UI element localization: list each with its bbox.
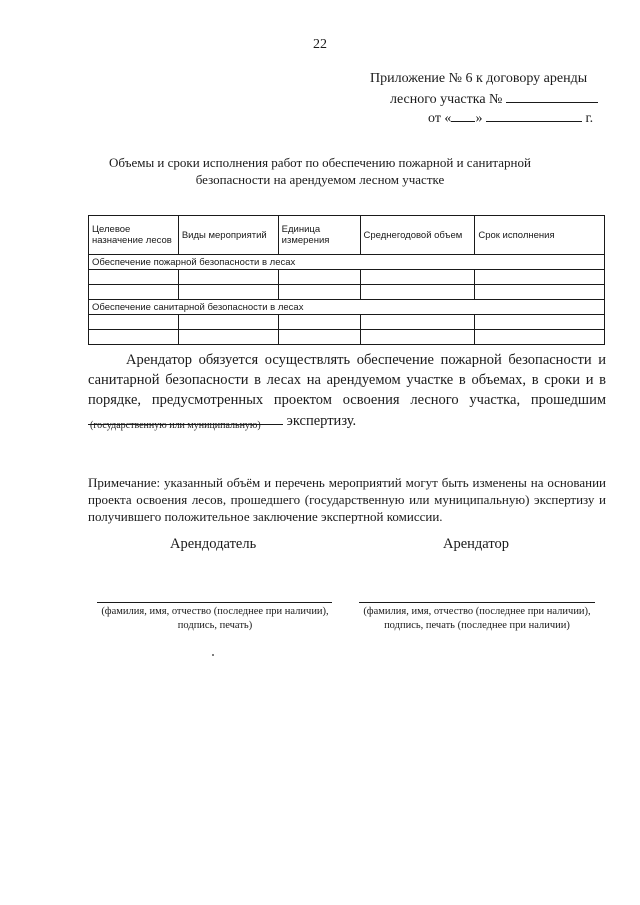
table-cell xyxy=(178,270,278,285)
table-cell xyxy=(360,285,475,300)
table-cell xyxy=(360,315,475,330)
table-cell xyxy=(278,285,360,300)
obligation-paragraph xyxy=(88,350,606,431)
appendix-title: Приложение № 6 к договору аренды xyxy=(370,71,588,86)
lessee-signature-line xyxy=(359,602,595,603)
lessee-signature-caption xyxy=(352,605,602,633)
table-cell xyxy=(178,315,278,330)
table-cell xyxy=(278,315,360,330)
header-forest-purpose: Целевое назначение лесов xyxy=(89,216,179,255)
lease-number-label: лесного участка № xyxy=(390,92,503,107)
header-deadline: Срок исполнения xyxy=(475,216,605,255)
table-cell xyxy=(89,330,179,345)
table-cell xyxy=(178,330,278,345)
lessor-signature-line xyxy=(97,602,332,603)
section-fire-safety: Обеспечение пожарной безопасности в лесах xyxy=(89,255,605,270)
lessor-caption-line-2: подпись, печать) xyxy=(177,620,253,631)
lessor-caption-line-1: (фамилия, имя, отчество (последнее при наличии), xyxy=(101,606,329,617)
page-number: 22 xyxy=(313,37,327,52)
table-cell xyxy=(278,270,360,285)
table-row xyxy=(89,285,605,300)
table-cell xyxy=(360,330,475,345)
table-row xyxy=(89,270,605,285)
lessee-caption-line-2: подпись, печать (последнее при наличии) xyxy=(384,620,570,631)
lessee-title: Арендатор xyxy=(443,536,510,552)
date-month-blank xyxy=(486,109,582,122)
document-title xyxy=(60,154,580,188)
header-activity-types: Виды мероприятий xyxy=(178,216,278,255)
obligation-text: Арендатор обязуется осуществлять обеспечение пожарной безопасности и санитарной безопасности в лесах на арендуемом участке в объемах, в сроки и в порядке, предусмотренных проектом освоения лесного участка, прошедшим xyxy=(88,352,606,408)
title-line-1: Объемы и сроки исполнения работ по обеспечению пожарной и санитарной xyxy=(109,155,531,170)
table-cell xyxy=(278,330,360,345)
date-quote-close: » xyxy=(475,111,483,126)
table-cell xyxy=(89,315,179,330)
table-cell xyxy=(178,285,278,300)
table-cell xyxy=(475,315,605,330)
table-header-row xyxy=(89,216,605,255)
table-section-row xyxy=(89,300,605,315)
table-section-row xyxy=(89,255,605,270)
table-cell xyxy=(475,270,605,285)
table-cell xyxy=(89,270,179,285)
lease-number-blank xyxy=(506,90,598,103)
note-paragraph: Примечание: указанный объём и перечень мероприятий могут быть изменены на основании проекта освоения лесов, прошедшего (государственную или муниципальную) экспертизу и получившего положительное заключение экспертной комиссии. xyxy=(88,475,606,524)
header-unit: Единица измерения xyxy=(278,216,360,255)
lessor-title: Арендодатель xyxy=(170,536,257,552)
table-cell xyxy=(475,330,605,345)
table-cell xyxy=(475,285,605,300)
date-year-label: г. xyxy=(585,111,594,126)
table-cell xyxy=(89,285,179,300)
obligation-text-end: экспертизу. xyxy=(286,413,357,429)
appendix-date xyxy=(428,109,593,127)
date-from-label: от « xyxy=(428,111,452,126)
table-row xyxy=(89,330,605,345)
scan-speck xyxy=(212,654,214,656)
table-row xyxy=(89,315,605,330)
table-cell xyxy=(360,270,475,285)
lessee-caption-line-1: (фамилия, имя, отчество (последнее при наличии), xyxy=(363,606,591,617)
appendix-lease-number xyxy=(390,90,598,108)
expertise-type-hint: (государственную или муниципальную) xyxy=(90,420,261,431)
lessor-signature-caption xyxy=(92,605,338,633)
header-annual-volume: Среднегодовой объем xyxy=(360,216,475,255)
title-line-2: безопасности на арендуемом лесном участке xyxy=(195,172,445,187)
date-day-blank xyxy=(451,109,475,122)
section-sanitary-safety: Обеспечение санитарной безопасности в лесах xyxy=(89,300,605,315)
works-table xyxy=(88,215,605,345)
